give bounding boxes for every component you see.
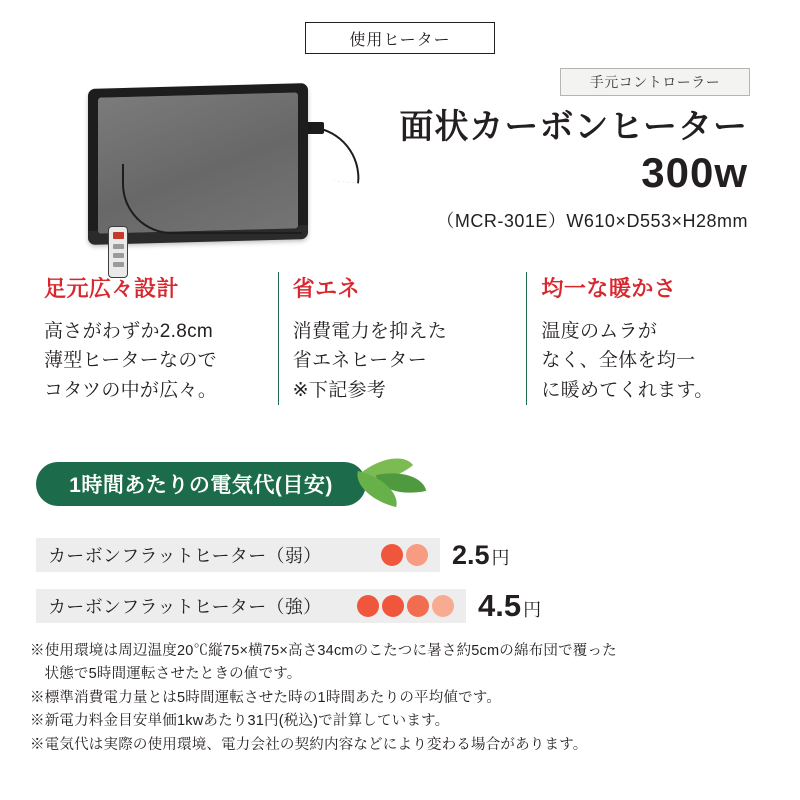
heat-level-dot [381, 544, 403, 566]
cost-row-low-price [452, 540, 510, 571]
feature-item-1 [30, 272, 278, 405]
cost-row-low-label: カーボンフラットヒーター（弱） [48, 546, 322, 566]
heat-level-dot [406, 544, 428, 566]
controller-button-1-icon [113, 244, 124, 249]
cost-row-high [36, 588, 541, 624]
cost-row-low [36, 538, 510, 572]
footnote-1: ※使用環境は周辺温度20℃縦75×横75×高さ34cmのこたつに暑さ約5cmの綿布団で覆った [30, 643, 617, 659]
feature-2-heading: 省エネ [292, 276, 361, 301]
feature-3-heading: 均一な暖かさ [541, 276, 677, 301]
cost-row-high-bar [36, 589, 466, 623]
hand-controller-tag [560, 68, 750, 96]
leaf-decoration [352, 452, 442, 508]
footnote-1-cont: 状態で5時間運転させたときの値です。 [44, 666, 302, 683]
footnote-2: ※標準消費電力量とは5時間運転させた時の1時間あたりの平均値です。 [30, 689, 502, 706]
feature-item-2 [278, 272, 527, 405]
controller-cord-icon [122, 164, 302, 234]
product-wattage: 300w [641, 149, 748, 197]
controller-button-2-icon [113, 253, 124, 258]
cost-row-low-price-value: 2.5 [452, 539, 490, 570]
usage-heater-tag-label: 使用ヒーター [349, 31, 451, 49]
product-title-block [328, 108, 748, 233]
feature-2-body: 消費電力を抑えた 省エネヒーター ※下記参考 [292, 321, 448, 401]
usage-heater-tag [305, 22, 495, 54]
cost-row-high-dots [357, 595, 454, 617]
cost-row-high-label: カーボンフラットヒーター（強） [48, 597, 322, 617]
heat-level-dot [432, 595, 454, 617]
cost-row-low-price-unit: 円 [491, 547, 510, 568]
product-title: 面状カーボンヒーター [399, 108, 748, 146]
electricity-cost-banner-label: 1時間あたりの電気代(目安) [69, 474, 333, 497]
controller-indicator-icon [113, 232, 124, 239]
hand-controller-tag-label: 手元コントローラー [589, 74, 721, 90]
feature-3-body: 温度のムラが なく、全体を均一 に暖めてくれます。 [541, 321, 714, 401]
electricity-cost-banner [36, 462, 366, 506]
feature-1-body: 高さがわずか2.8cm 薄型ヒーターなので コタツの中が広々。 [44, 321, 218, 401]
cost-row-high-price-value: 4.5 [478, 588, 522, 623]
cost-row-low-dots [381, 544, 428, 566]
product-dimensions: （MCR-301E）W610×D553×H28mm [436, 211, 748, 232]
heat-level-dot [382, 595, 404, 617]
hand-controller-device [108, 226, 128, 278]
cost-row-high-price-unit: 円 [523, 600, 542, 620]
footnote-3: ※新電力料金目安単価1kwあたり31円(税込)で計算しています。 [30, 713, 450, 730]
footnotes [30, 640, 770, 757]
feature-1-heading: 足元広々設計 [44, 276, 180, 301]
cost-row-low-bar [36, 538, 440, 572]
feature-list [30, 272, 775, 405]
controller-button-3-icon [113, 262, 124, 267]
feature-item-3 [526, 272, 775, 405]
cost-row-high-price [478, 588, 541, 624]
footnote-4: ※電気代は実際の使用環境、電力会社の契約内容などにより変わる場合があります。 [30, 736, 588, 753]
heat-level-dot [357, 595, 379, 617]
heat-level-dot [407, 595, 429, 617]
